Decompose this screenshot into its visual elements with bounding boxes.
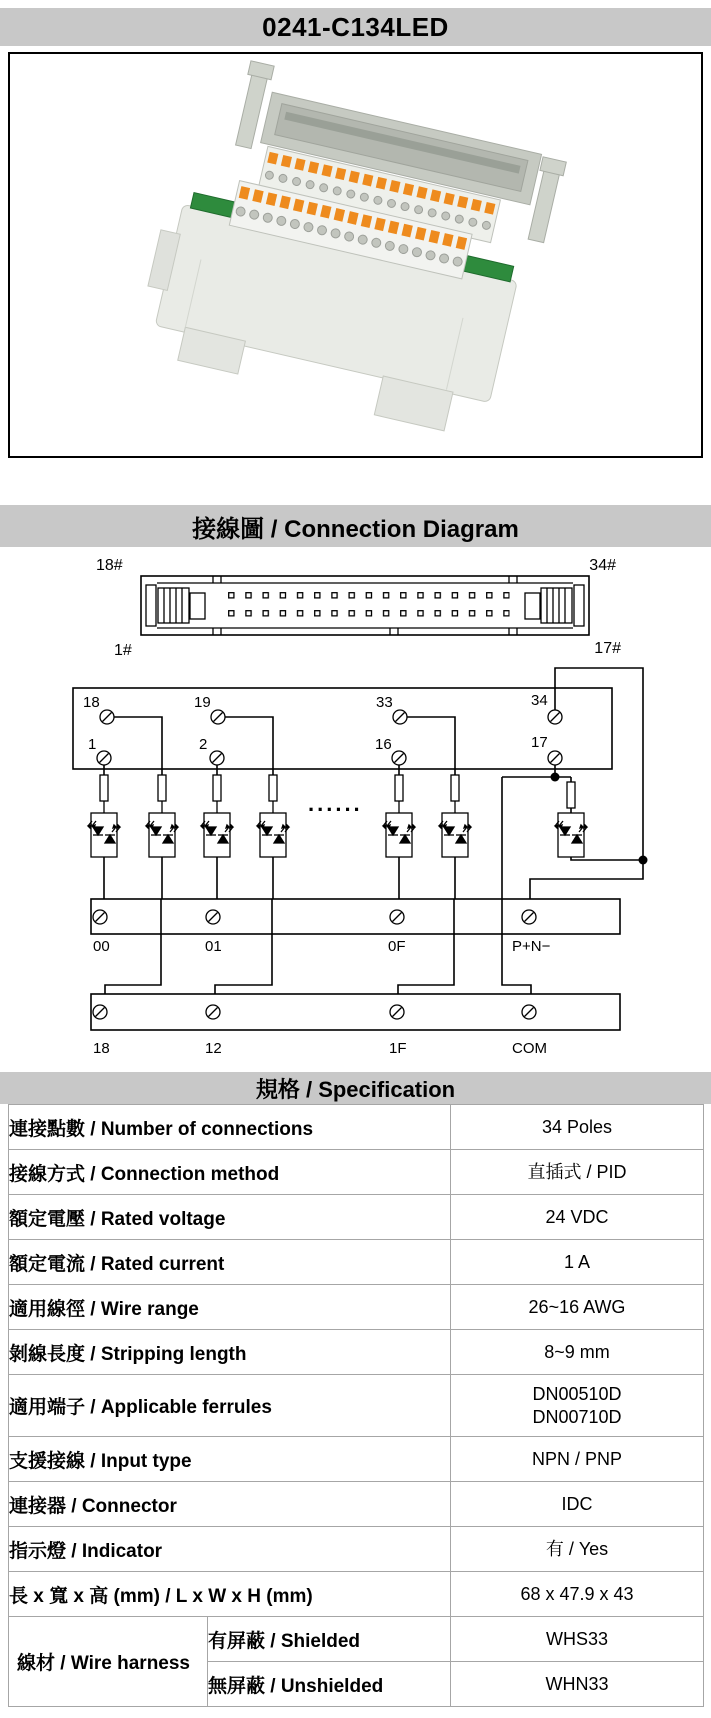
pin-field [228, 592, 510, 617]
continuation-dots: ...... [308, 791, 363, 816]
product-photo [10, 56, 701, 454]
table-row [9, 1330, 704, 1375]
product-photo-box [8, 52, 703, 458]
spec-value: 26~16 AWG [451, 1285, 704, 1330]
spec-value: 24 VDC [451, 1195, 704, 1240]
terminal-strip-2 [91, 994, 620, 1057]
pin-label-33: 33 [376, 694, 393, 711]
pin-label-18: 18 [83, 694, 100, 711]
spec-value: 直插式 / PID [451, 1150, 704, 1195]
specification-table [8, 1104, 704, 1707]
terminal-strip-1 [91, 899, 620, 955]
bus1-label-PN: P+N− [512, 938, 551, 955]
table-row [9, 1572, 704, 1617]
spec-value: IDC [451, 1482, 704, 1527]
wire-harness-label: 線材 / Wire harness [9, 1617, 208, 1707]
shielded-value: WHS33 [451, 1617, 704, 1662]
idc-label-18: 18# [96, 557, 123, 574]
idc-connector-drawing [96, 557, 621, 659]
table-row [9, 1375, 704, 1437]
bus1-label-00: 00 [93, 938, 110, 955]
spec-label: 連接點數 / Number of connections [9, 1105, 451, 1150]
product-title: 0241-C134LED [0, 8, 711, 46]
spec-value: 8~9 mm [451, 1330, 704, 1375]
unshielded-value: WHN33 [451, 1662, 704, 1707]
table-row [9, 1617, 704, 1662]
unshielded-label: 無屏蔽 / Unshielded [208, 1662, 451, 1707]
bus2-label-COM: COM [512, 1040, 547, 1057]
schematic [73, 668, 648, 1057]
ferrule-line-2: DN00710D [532, 1406, 622, 1427]
spec-label: 支援接線 / Input type [9, 1437, 451, 1482]
specification-header: 規格 / Specification [0, 1072, 711, 1104]
bus1-label-0F: 0F [388, 938, 406, 955]
spec-label: 連接器 / Connector [9, 1482, 451, 1527]
led-indicators [88, 813, 587, 857]
idc-label-34: 34# [589, 557, 616, 574]
spec-value [451, 1375, 704, 1437]
spec-value: 有 / Yes [451, 1527, 704, 1572]
table-row [9, 1195, 704, 1240]
table-row [9, 1150, 704, 1195]
ferrule-line-1: DN00510D [532, 1384, 622, 1404]
datasheet-page [0, 8, 711, 1718]
pin-label-34: 34 [531, 692, 548, 709]
table-row [9, 1482, 704, 1527]
bus2-label-18: 18 [93, 1040, 110, 1057]
table-row [9, 1527, 704, 1572]
table-row [9, 1285, 704, 1330]
spec-label: 額定電壓 / Rated voltage [9, 1195, 451, 1240]
pin-label-2: 2 [199, 736, 208, 753]
terminal-module-illustration [131, 56, 572, 444]
junction-dot [639, 856, 648, 865]
pin-label-1: 1 [88, 736, 97, 753]
bus2-label-1F: 1F [389, 1040, 407, 1057]
connection-diagram-header: 接線圖 / Connection Diagram [0, 505, 711, 547]
pin-label-17: 17 [531, 734, 548, 751]
table-row [9, 1437, 704, 1482]
table-row [9, 1105, 704, 1150]
pin-label-19: 19 [194, 694, 211, 711]
spec-label: 適用線徑 / Wire range [9, 1285, 451, 1330]
spec-label: 接線方式 / Connection method [9, 1150, 451, 1195]
spec-label: 指示燈 / Indicator [9, 1527, 451, 1572]
connection-diagram [0, 547, 711, 1072]
spec-value: NPN / PNP [451, 1437, 704, 1482]
table-row [9, 1240, 704, 1285]
bus1-label-01: 01 [205, 938, 222, 955]
bus2-label-12: 12 [205, 1040, 222, 1057]
idc-label-1: 1# [114, 642, 132, 659]
spec-value: 34 Poles [451, 1105, 704, 1150]
spec-label: 額定電流 / Rated current [9, 1240, 451, 1285]
shielded-label: 有屏蔽 / Shielded [208, 1617, 451, 1662]
spec-label: 適用端子 / Applicable ferrules [9, 1375, 451, 1437]
junction-dot [551, 773, 560, 782]
spec-value: 68 x 47.9 x 43 [451, 1572, 704, 1617]
pin-label-16: 16 [375, 736, 392, 753]
idc-label-17: 17# [594, 640, 621, 657]
spec-label: 長 x 寬 x 高 (mm) / L x W x H (mm) [9, 1572, 451, 1617]
spec-value: 1 A [451, 1240, 704, 1285]
spec-label: 剝線長度 / Stripping length [9, 1330, 451, 1375]
